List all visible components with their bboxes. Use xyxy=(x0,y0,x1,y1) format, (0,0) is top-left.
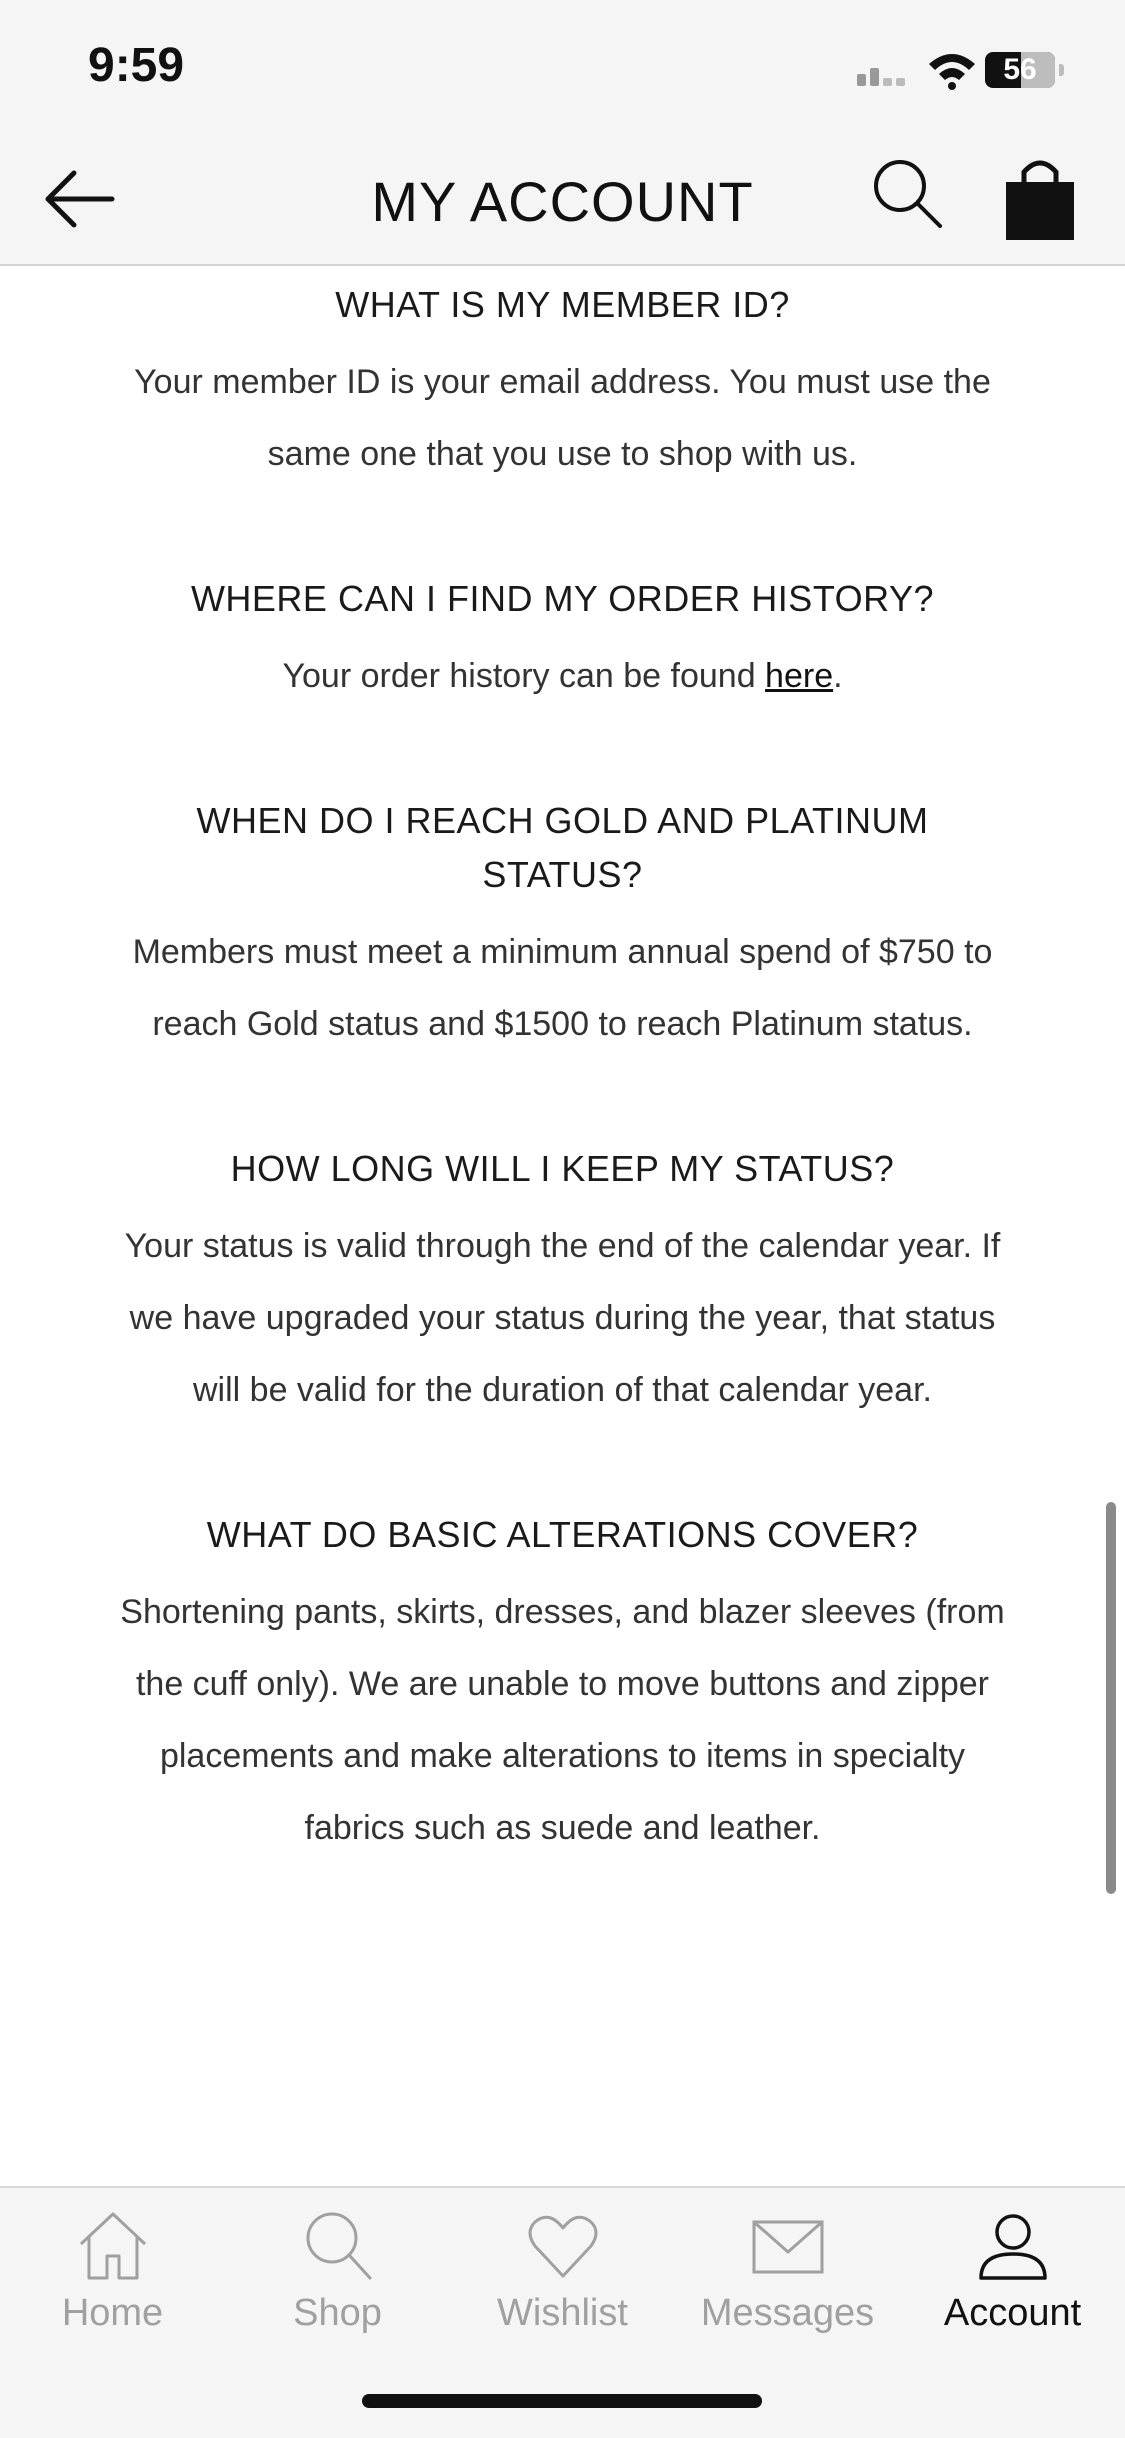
tab-label: Shop xyxy=(293,2292,382,2334)
faq-item xyxy=(110,1142,1015,1426)
search-button[interactable] xyxy=(868,154,948,234)
faq-question: WHEN DO I REACH GOLD AND PLATINUM STATUS? xyxy=(196,800,929,895)
person-icon xyxy=(973,2206,1053,2286)
tab-label: Messages xyxy=(700,2292,875,2334)
faq-answer-punctuation: . xyxy=(833,657,843,695)
scrollbar[interactable] xyxy=(1106,1502,1116,1894)
order-history-link[interactable]: here xyxy=(765,657,834,695)
faq-question: WHAT DO BASIC ALTERATIONS COVER? xyxy=(206,1514,919,1555)
battery-icon xyxy=(985,52,1055,88)
status-icons xyxy=(825,50,1075,90)
faq-item xyxy=(110,278,1015,490)
status-bar xyxy=(0,0,1125,134)
faq-list xyxy=(0,266,1125,1864)
faq-answer: Your member ID is your email address. You must use the same one that you use to shop with us. xyxy=(134,363,991,473)
tab-account[interactable] xyxy=(900,2206,1125,2356)
faq-answer: Your status is valid through the end of the calendar year. If we have upgraded your status during the year, that status will be valid for the duration of that calendar year. xyxy=(124,1227,1001,1409)
battery-level: 56 xyxy=(1003,53,1037,86)
faq-answer xyxy=(110,640,1015,712)
search-icon xyxy=(298,2206,378,2286)
search-icon xyxy=(868,154,948,234)
tab-label: Wishlist xyxy=(497,2292,628,2334)
faq-question: WHAT IS MY MEMBER ID? xyxy=(335,284,790,325)
faq-content[interactable] xyxy=(0,266,1125,2184)
tab-messages[interactable] xyxy=(675,2206,900,2356)
tab-label: Home xyxy=(61,2292,164,2334)
tab-home[interactable] xyxy=(0,2206,225,2356)
faq-question: WHERE CAN I FIND MY ORDER HISTORY? xyxy=(190,578,935,619)
tab-shop[interactable] xyxy=(225,2206,450,2356)
faq-answer-text: Your order history can be found xyxy=(282,657,766,695)
home-indicator xyxy=(362,2394,762,2408)
shopping-bag-button[interactable] xyxy=(1000,154,1080,244)
faq-item xyxy=(110,572,1015,712)
tab-wishlist[interactable] xyxy=(450,2206,675,2356)
wifi-icon xyxy=(925,50,979,90)
home-icon xyxy=(73,2206,153,2286)
faq-answer: Shortening pants, skirts, dresses, and blazer sleeves (from the cuff only). We are unable to move buttons and zipper placements and make alterations to items in specialty fabrics such as suede and leather. xyxy=(120,1593,1005,1847)
page-title: MY ACCOUNT xyxy=(371,170,754,233)
heart-icon xyxy=(523,2206,603,2286)
nav-bar xyxy=(0,134,1125,266)
faq-question: HOW LONG WILL I KEEP MY STATUS? xyxy=(230,1148,895,1189)
faq-item xyxy=(110,1508,1015,1864)
shopping-bag-icon xyxy=(1000,154,1080,244)
envelope-icon xyxy=(748,2206,828,2286)
faq-item xyxy=(110,794,1015,1060)
status-time: 9:59 xyxy=(88,39,185,92)
tab-label: Account xyxy=(943,2292,1082,2334)
faq-answer: Members must meet a minimum annual spend of $750 to reach Gold status and $1500 to reach Platinum status. xyxy=(132,933,993,1043)
cellular-signal-icon xyxy=(855,50,915,90)
